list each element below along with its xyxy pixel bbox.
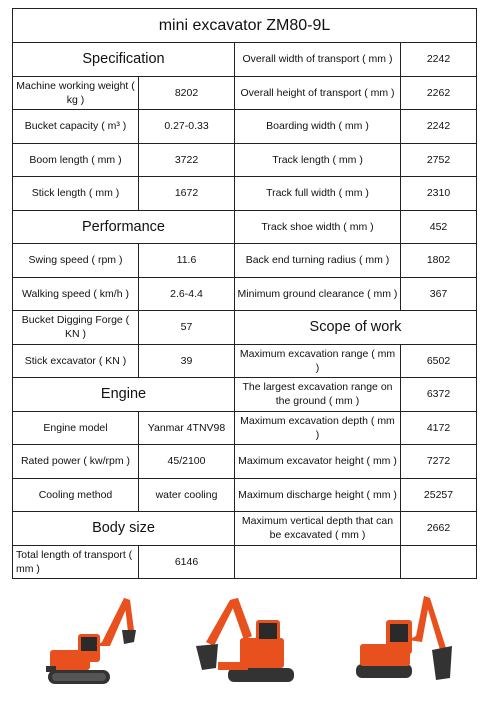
label-walking-speed: Walking speed ( km/h ): [13, 277, 139, 311]
table-row: [13, 411, 477, 445]
page-title: mini excavator ZM80-9L: [13, 9, 477, 43]
empty-cell: [235, 545, 401, 579]
table-row: [13, 143, 477, 177]
value-back-end-turning-radius: 1802: [401, 244, 477, 278]
value-max-excavation-range: 6502: [401, 344, 477, 378]
excavator-front-view-photo: [188, 590, 298, 695]
label-max-excavator-height: Maximum excavator height ( mm ): [235, 445, 401, 479]
section-heading-engine: Engine: [13, 378, 235, 412]
spec-sheet: [12, 8, 476, 579]
label-engine-model: Engine model: [13, 411, 139, 445]
title-row: [13, 9, 477, 43]
value-max-excavation-depth: 4172: [401, 411, 477, 445]
section-heading-specification: Specification: [13, 43, 235, 77]
label-track-length: Track length ( mm ): [235, 143, 401, 177]
table-row: [13, 177, 477, 211]
label-overall-height-transport: Overall height of transport ( mm ): [235, 76, 401, 110]
value-swing-speed: 11.6: [139, 244, 235, 278]
table-row: [13, 478, 477, 512]
label-stick-length: Stick length ( mm ): [13, 177, 139, 211]
value-track-shoe-width: 452: [401, 210, 477, 244]
section-heading-performance: Performance: [13, 210, 235, 244]
value-boarding-width: 2242: [401, 110, 477, 144]
spec-table: [12, 8, 477, 579]
label-track-shoe-width: Track shoe width ( mm ): [235, 210, 401, 244]
value-overall-height-transport: 2262: [401, 76, 477, 110]
empty-cell: [401, 545, 477, 579]
table-row: [13, 344, 477, 378]
value-engine-model: Yanmar 4TNV98: [139, 411, 235, 445]
label-bucket-capacity: Bucket capacity ( m³ ): [13, 110, 139, 144]
excavator-three-quarter-view-photo: [350, 590, 460, 695]
label-min-ground-clearance: Minimum ground clearance ( mm ): [235, 277, 401, 311]
table-row: [13, 512, 477, 546]
label-max-excavation-depth: Maximum excavation depth ( mm ): [235, 411, 401, 445]
section-heading-body-size: Body size: [13, 512, 235, 546]
table-row: [13, 545, 477, 579]
table-row: [13, 378, 477, 412]
label-max-discharge-height: Maximum discharge height ( mm ): [235, 478, 401, 512]
table-row: [13, 43, 477, 77]
label-max-excavation-range: Maximum excavation range ( mm ): [235, 344, 401, 378]
value-min-ground-clearance: 367: [401, 277, 477, 311]
label-bucket-digging-force: Bucket Digging Forge ( KN ): [13, 311, 139, 345]
label-back-end-turning-radius: Back end turning radius ( mm ): [235, 244, 401, 278]
value-largest-excavation-range-ground: 6372: [401, 378, 477, 412]
value-max-discharge-height: 25257: [401, 478, 477, 512]
value-bucket-digging-force: 57: [139, 311, 235, 345]
value-stick-excavator: 39: [139, 344, 235, 378]
label-rated-power: Rated power ( kw/rpm ): [13, 445, 139, 479]
table-row: [13, 244, 477, 278]
table-row: [13, 277, 477, 311]
label-largest-excavation-range-ground: The largest excavation range on the ground ( mm ): [235, 378, 401, 412]
label-swing-speed: Swing speed ( rpm ): [13, 244, 139, 278]
label-stick-excavator: Stick excavator ( KN ): [13, 344, 139, 378]
label-machine-working-weight: Machine working weight ( kg ): [13, 76, 139, 110]
value-machine-working-weight: 8202: [139, 76, 235, 110]
label-track-full-width: Track full width ( mm ): [235, 177, 401, 211]
section-heading-scope-of-work: Scope of work: [235, 311, 477, 345]
value-cooling-method: water cooling: [139, 478, 235, 512]
label-boarding-width: Boarding width ( mm ): [235, 110, 401, 144]
value-total-length-transport: 6146: [139, 545, 235, 579]
value-rated-power: 45/2100: [139, 445, 235, 479]
label-cooling-method: Cooling method: [13, 478, 139, 512]
label-total-length-transport: Total length of transport ( mm ): [13, 545, 139, 579]
excavator-photo-strip: [0, 590, 489, 702]
label-overall-width-transport: Overall width of transport ( mm ): [235, 43, 401, 77]
value-max-excavator-height: 7272: [401, 445, 477, 479]
value-boom-length: 3722: [139, 143, 235, 177]
table-row: [13, 445, 477, 479]
value-overall-width-transport: 2242: [401, 43, 477, 77]
value-bucket-capacity: 0.27-0.33: [139, 110, 235, 144]
table-row: [13, 210, 477, 244]
value-track-full-width: 2310: [401, 177, 477, 211]
value-walking-speed: 2.6-4.4: [139, 277, 235, 311]
table-row: [13, 311, 477, 345]
value-track-length: 2752: [401, 143, 477, 177]
table-row: [13, 110, 477, 144]
value-max-vertical-depth: 2662: [401, 512, 477, 546]
table-row: [13, 76, 477, 110]
label-max-vertical-depth: Maximum vertical depth that can be excavated ( mm ): [235, 512, 401, 546]
value-stick-length: 1672: [139, 177, 235, 211]
excavator-side-view-photo: [40, 590, 140, 695]
label-boom-length: Boom length ( mm ): [13, 143, 139, 177]
